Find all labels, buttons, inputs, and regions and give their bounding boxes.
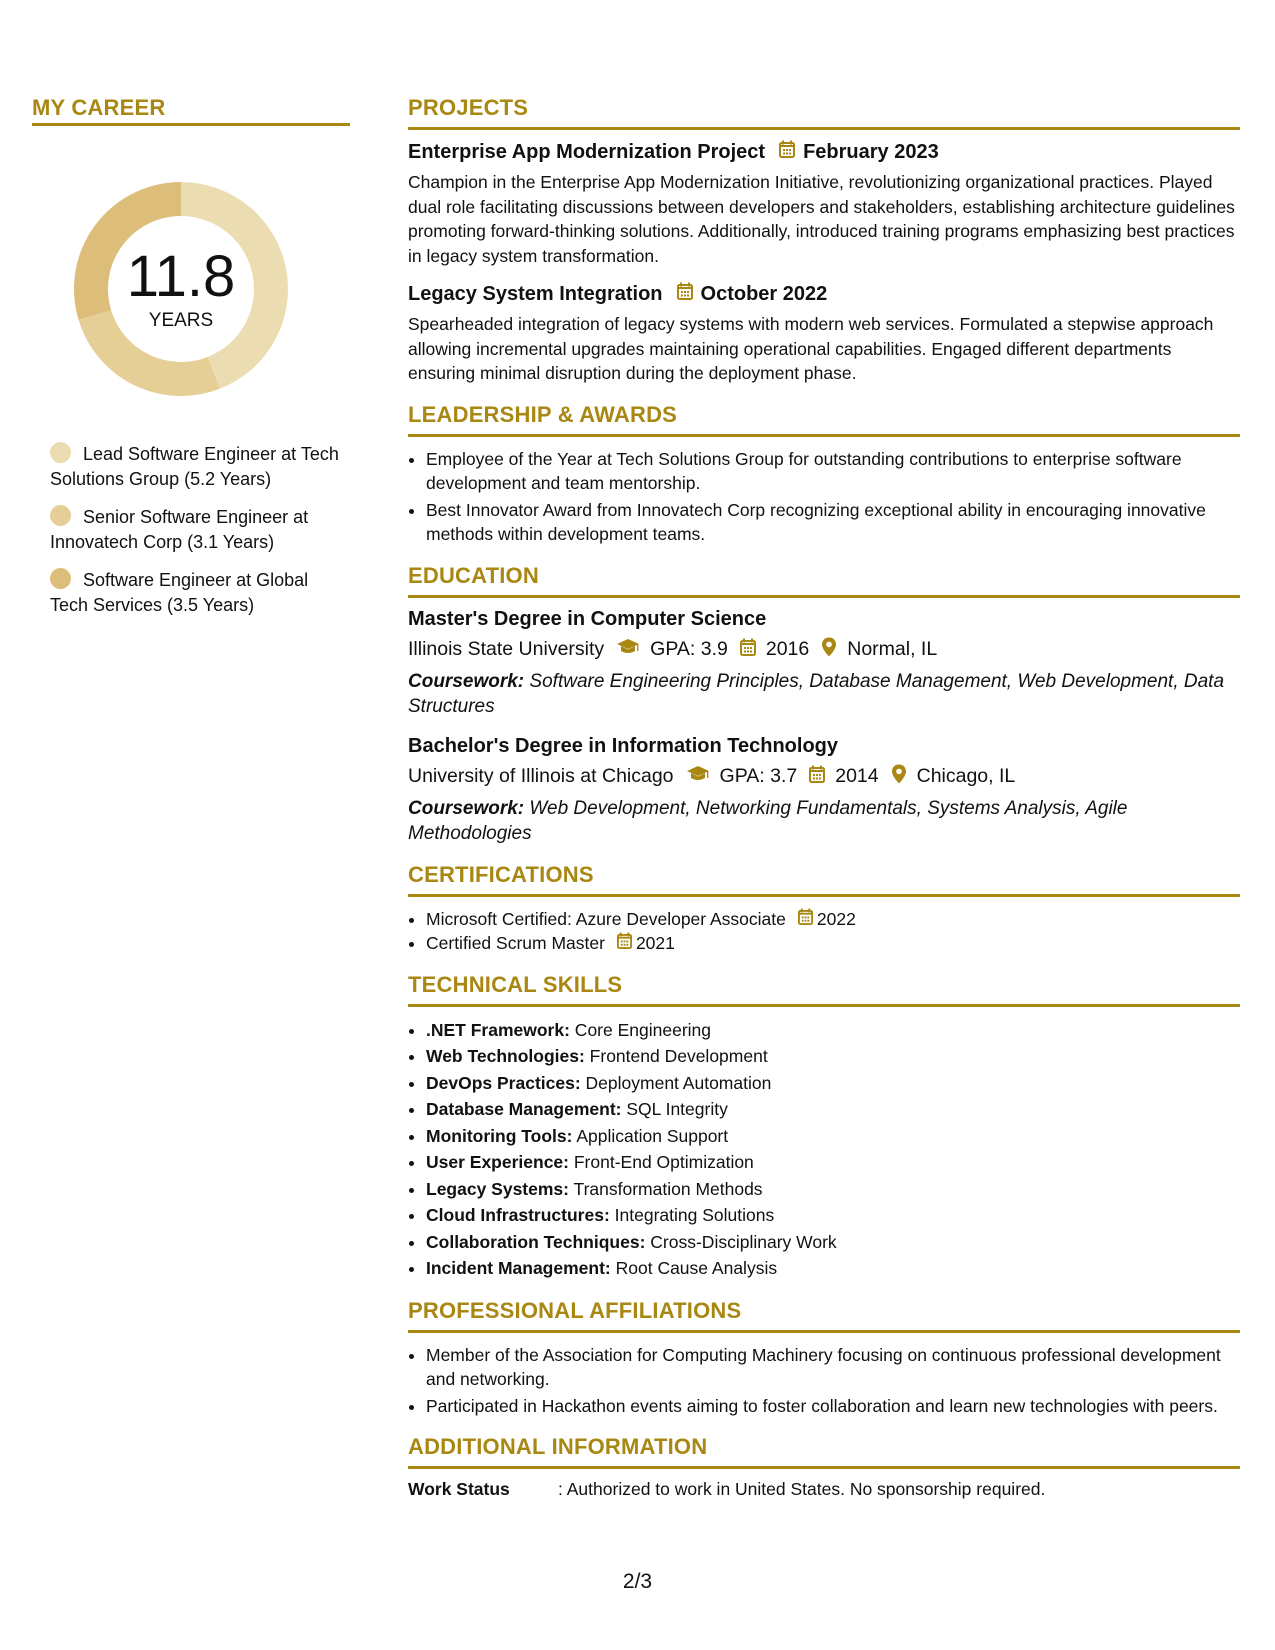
coursework-label: Coursework:	[408, 670, 525, 692]
project-description: Champion in the Enterprise App Modernization Initiative, revolutionizing organizational practices. Played dual role facilitating discussions between developers and stakeholders, establishing architecture guidelines promoting forward-thinking solutions. Additionally, introduced training programs emphasizing best practices in legacy system transformation.	[408, 172, 1235, 266]
school-name: Illinois State University	[408, 638, 605, 660]
graduation-cap-icon	[686, 765, 710, 789]
calendar-icon	[617, 931, 632, 956]
calendar-icon	[798, 907, 813, 932]
skill-value: Root Cause Analysis	[610, 1258, 778, 1278]
list-item	[426, 1123, 1240, 1150]
list-item	[426, 907, 1240, 932]
list-item	[426, 1017, 1240, 1044]
work-status-value: : Authorized to work in United States. No sponsorship required.	[558, 1479, 1046, 1499]
legend-item	[50, 505, 350, 555]
coursework-list: Web Development, Networking Fundamentals, Systems Analysis, Agile Methodologies	[408, 797, 1128, 844]
certification-name: • Microsoft Certified: Azure Developer Associate	[426, 908, 786, 929]
skill-name: Collaboration Techniques:	[426, 1231, 646, 1252]
calendar-icon	[809, 765, 825, 789]
legend-dot	[50, 505, 71, 526]
certification-year: 2022	[816, 908, 856, 929]
page-number: 2/3	[622, 1570, 653, 1593]
list-item	[426, 1070, 1240, 1097]
additional-info-section	[408, 1434, 1240, 1500]
certification-year: 2021	[635, 933, 675, 953]
location-pin-icon	[821, 637, 837, 663]
legend-label: Senior Software Engineer at Innovatech Corp (3.1 Years)	[50, 507, 309, 552]
main-column	[408, 95, 1240, 1516]
coursework-label: Coursework:	[408, 797, 525, 819]
graduation-year: 2016	[765, 638, 810, 660]
total-years-label: YEARS	[148, 310, 214, 331]
list-item	[426, 1202, 1240, 1229]
skill-value: Core Engineering	[569, 1019, 711, 1040]
certification-name: • Certified Scrum Master	[426, 933, 605, 953]
list-item	[426, 1229, 1240, 1256]
awards-section	[408, 402, 1240, 547]
skill-value: Frontend Development	[584, 1046, 768, 1066]
graduation-cap-icon	[616, 638, 640, 662]
list-item	[426, 1176, 1240, 1203]
affiliations-section	[408, 1298, 1240, 1419]
project-name: Legacy System Integration	[408, 282, 663, 305]
project-header	[408, 140, 1240, 164]
coursework	[408, 796, 1240, 846]
skill-value: Cross-Disciplinary Work	[645, 1231, 837, 1252]
list-item: • Best Innovator Award from Innovatech Corp recognizing exceptional ability in encouraging innovative methods within development teams.	[426, 498, 1240, 547]
degree-title: Master's Degree in Computer Science	[408, 607, 767, 630]
legend-item	[50, 568, 350, 618]
coursework	[408, 669, 1240, 719]
skill-value: Application Support	[572, 1125, 729, 1146]
list-item: • Participated in Hackathon events aiming to foster collaboration and learn new technologies with peers.	[426, 1394, 1240, 1419]
gpa: GPA: 3.7	[719, 765, 798, 787]
list-item	[426, 1096, 1240, 1123]
career-donut-chart	[66, 174, 296, 404]
donut-center	[66, 174, 296, 404]
skill-value: SQL Integrity	[621, 1099, 728, 1119]
section-title-skills: TECHNICAL SKILLS	[408, 972, 1240, 1007]
gpa: GPA: 3.9	[650, 638, 728, 660]
list-item	[426, 931, 1240, 956]
projects-section	[408, 95, 1240, 386]
location-pin-icon	[891, 764, 907, 790]
skills-section	[408, 972, 1240, 1282]
skill-name: Monitoring Tools:	[426, 1125, 573, 1146]
calendar-icon	[677, 282, 693, 306]
school-location: Normal, IL	[847, 638, 938, 660]
total-years-value: 11.8	[126, 244, 236, 309]
calendar-icon	[779, 140, 795, 164]
school-location: Chicago, IL	[916, 765, 1016, 787]
skill-value: Deployment Automation	[580, 1072, 772, 1093]
awards-list	[408, 447, 1240, 547]
section-title-my-career: MY CAREER	[32, 95, 350, 126]
skill-name: Cloud Infrastructures:	[426, 1205, 610, 1225]
section-title-education: EDUCATION	[408, 563, 1240, 598]
affiliations-list	[408, 1343, 1240, 1419]
education-section	[408, 563, 1240, 846]
certifications-list	[408, 907, 1240, 956]
section-title-certifications: CERTIFICATIONS	[408, 862, 1240, 897]
certifications-section	[408, 862, 1240, 956]
skills-list	[408, 1017, 1240, 1282]
school-name: University of Illinois at Chicago	[408, 765, 674, 787]
skill-name: Incident Management:	[426, 1258, 611, 1278]
section-title-awards: LEADERSHIP & AWARDS	[408, 402, 1240, 437]
skill-value: Integrating Solutions	[609, 1205, 775, 1225]
section-title-projects: PROJECTS	[408, 95, 1240, 130]
skill-value: Transformation Methods	[569, 1178, 763, 1199]
skill-name: Legacy Systems:	[426, 1178, 569, 1199]
list-item: • Employee of the Year at Tech Solutions Group for outstanding contributions to enterprise software development and team mentorship.	[426, 447, 1240, 496]
legend-dot	[50, 442, 71, 463]
legend-label: Software Engineer at Global Tech Services (3.5 Years)	[50, 570, 309, 615]
skill-value: Front-End Optimization	[569, 1152, 754, 1172]
education-details	[408, 764, 1240, 790]
project-date: October 2022	[700, 282, 828, 305]
education-details	[408, 637, 1240, 663]
list-item	[426, 1043, 1240, 1070]
section-title-affiliations: PROFESSIONAL AFFILIATIONS	[408, 1298, 1240, 1333]
work-status-label: Work Status	[408, 1479, 510, 1499]
list-item: • Member of the Association for Computing Machinery focusing on continuous professional development and networking.	[426, 1343, 1240, 1392]
project-date: February 2023	[803, 140, 939, 163]
career-sidebar	[32, 95, 350, 631]
graduation-year: 2014	[835, 765, 879, 787]
coursework-list: Software Engineering Principles, Database Management, Web Development, Data Structures	[408, 670, 1225, 717]
calendar-icon	[740, 638, 756, 662]
project-header	[408, 282, 1240, 306]
skill-name: Database Management:	[426, 1099, 622, 1119]
work-status-row	[408, 1479, 1240, 1500]
legend-item	[50, 442, 350, 492]
skill-name: Web Technologies:	[426, 1046, 585, 1066]
legend-dot	[50, 568, 71, 589]
career-legend	[50, 442, 350, 618]
project-description: Spearheaded integration of legacy systems with modern web services. Formulated a stepwise approach allowing incremental upgrades maintaining operational capabilities. Engaged different departments ensuring minimal disruption during the deployment phase.	[408, 314, 1214, 383]
project-name: Enterprise App Modernization Project	[408, 140, 766, 163]
degree-title: Bachelor's Degree in Information Technology	[408, 734, 839, 757]
skill-name: .NET Framework:	[426, 1019, 570, 1040]
section-title-additional-info: ADDITIONAL INFORMATION	[408, 1434, 1240, 1469]
list-item	[426, 1149, 1240, 1176]
skill-name: DevOps Practices:	[426, 1072, 581, 1093]
skill-name: User Experience:	[426, 1152, 569, 1172]
list-item	[426, 1255, 1240, 1282]
legend-label: Lead Software Engineer at Tech Solutions Group (5.2 Years)	[50, 444, 339, 489]
